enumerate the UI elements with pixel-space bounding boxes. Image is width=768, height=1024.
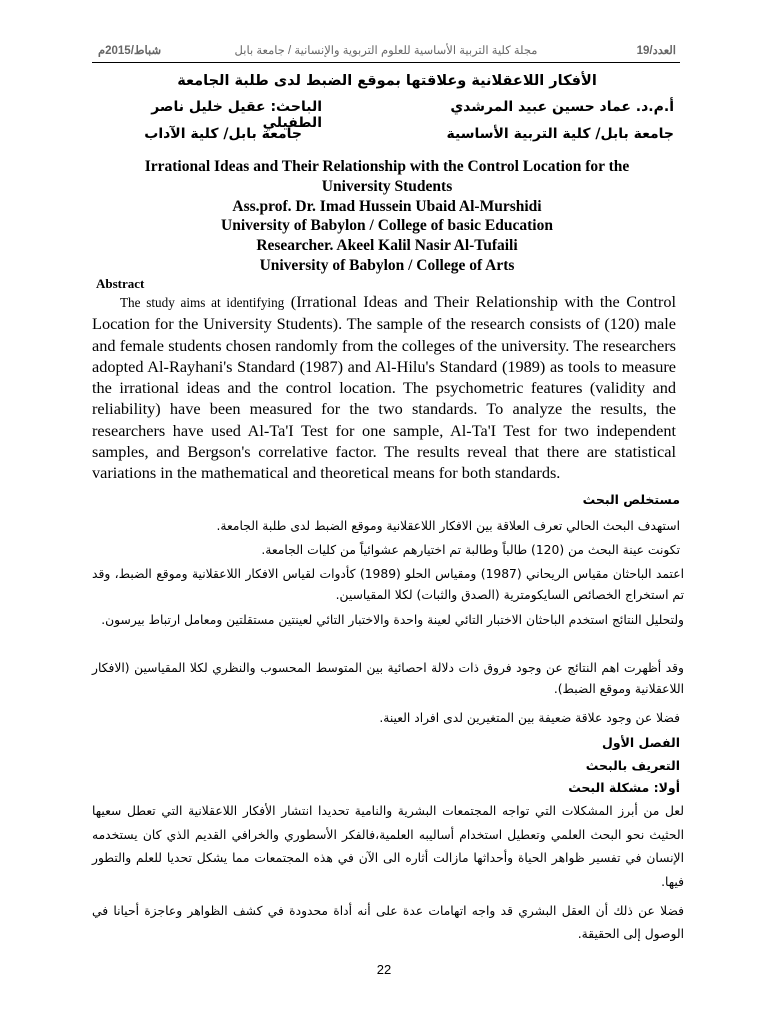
abstract-text: (Irrational Ideas and Their Relationship with the Control Location for the University Students). The sample of the research consists of (120) male and female students chosen randomly from the colleges of the university. The researchers adopted Al-Rayhani's Standard (1987) and Al-Hilu's Standard (1989) as tools to measure the irrational ideas and the control location. The psychometric features (validity and reliability) have been measured for the two standards. To analyze the results, the researchers have used Al-Ta'I Test for one sample, Al-Ta'I Test for two independent samples, and Bergson's correlative factor. The results reveal that there are statistical variations in the mathematical and theoretical means for both standards. (92, 292, 676, 483)
chapter-heading: الفصل الأول (601, 735, 680, 750)
english-title-line-1: Irrational Ideas and Their Relationship with the Control Location for the (144, 158, 630, 175)
subsection-heading: أولا: مشكلة البحث (568, 780, 680, 795)
header-journal: مجلة كلية التربية الأساسية للعلوم التربوية والإنسانية / جامعة بابل (234, 45, 538, 57)
arabic-abstract-p2: تكونت عينة البحث من (120) طالباً وطالبة تم اختيارهم عشوائياً من كليات الجامعة. (261, 543, 680, 557)
english-affiliation-1: University of Babylon / College of basic Education (221, 217, 553, 235)
arabic-abstract-p4: ولتحليل النتائج استخدم الباحثان الاختبار التائي لعينة واحدة والاختبار التائي لعينتين مستقلتين ومعامل ارتباط بيرسون. (101, 613, 684, 627)
abstract-body (92, 291, 676, 484)
english-author-2: Researcher. Akeel Kalil Nasir Al-Tufaili (256, 237, 518, 255)
page-number: 22 (376, 962, 392, 977)
english-title-line-2: University Students (321, 177, 453, 195)
arabic-affiliation-1: جامعة بابل/ كلية التربية الأساسية (446, 126, 674, 142)
running-header (92, 40, 680, 63)
header-date: شباط/2015م (98, 45, 162, 57)
header-issue: العدد/19 (636, 45, 676, 57)
abstract-lead: The study aims at identifying (120, 295, 285, 310)
arabic-abstract-p1: استهدف البحث الحالي تعرف العلاقة بين الافكار اللاعقلانية وموقع الضبط لدى طلبة الجامعة. (216, 519, 680, 533)
arabic-affiliation-2: جامعة بابل/ كلية الآداب (144, 126, 302, 142)
arabic-abstract-heading: مستخلص البحث (582, 492, 680, 507)
arabic-title: الأفكار اللاعقلانية وعلاقتها بموقع الضبط لدى طلبة الجامعة (177, 73, 597, 89)
section-heading: التعريف بالبحث (585, 758, 680, 773)
arabic-author-2: الباحث: عقيل خليل ناصر الطفيلي (151, 99, 322, 131)
arabic-abstract-p3: اعتمد الباحثان مقياس الريحاني (1987) ومقياس الحلو (1989) كأدوات لقياس الافكار اللاعقلانية وموقع الضبط، وقد تم استخراج الخصائص السايكومترية (الصدق والثبات) لكلا المقياسين. (92, 567, 685, 602)
english-affiliation-2: University of Babylon / College of Arts (259, 256, 515, 274)
abstract-label: Abstract (96, 276, 145, 291)
chapter-paragraph-2: فضلا عن ذلك أن العقل البشري قد واجه اتهامات عدة على أنه أداة محدودة في كشف الظواهر وعاجزة أحيانا في الوصول إلى الحقيقة. (92, 904, 684, 941)
arabic-abstract-p6: فضلا عن وجود علاقة ضعيفة بين المتغيرين لدى افراد العينة. (379, 711, 680, 725)
chapter-paragraph-1: لعل من أبرز المشكلات التي تواجه المجتمعات البشرية والنامية تحديدا انتشار الأفكار اللاعقلانية التي تعطل سعيها الحثيث نحو البحث العلمي وتعطيل استخدام أساليبه العلمية،فالفكر الأسطوري والخرافي القديم الذي كان يستخدمه الإنسان في تفسير ظواهر الحياة وأحداثها مازالت أثاره الى الآن في هذه المجتمعات مما يشكل تحديا للعلم والتطور فيها. (92, 804, 684, 889)
arabic-abstract-p5: وقد أظهرت اهم النتائج عن وجود فروق ذات دلالة احصائية بين المتوسط المحسوب والنظري لكلا المقياسين (الافكار اللاعقلانية وموقع الضبط). (92, 661, 684, 696)
arabic-author-1: أ.م.د. عماد حسين عبيد المرشدي (450, 99, 674, 115)
english-title-block (92, 157, 682, 276)
english-author-1: Ass.prof. Dr. Imad Hussein Ubaid Al-Murshidi (232, 197, 542, 215)
